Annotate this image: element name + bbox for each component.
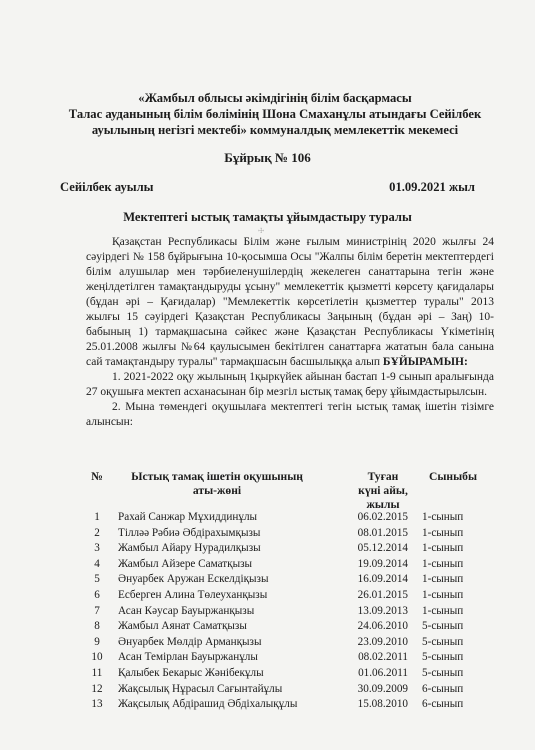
students-table xyxy=(82,468,502,711)
table-row xyxy=(82,542,502,558)
row-number: 3 xyxy=(94,542,100,555)
birth-date: 08.02.2011 xyxy=(358,651,408,664)
row-number: 8 xyxy=(94,620,100,633)
order-keyword: БҰЙЫРАМЫН: xyxy=(382,356,468,368)
paragraph-preamble xyxy=(86,235,494,370)
table-row xyxy=(82,511,502,527)
table-row xyxy=(82,558,502,574)
table-row xyxy=(82,683,502,699)
student-name: Жамбыл Айзере Саматқызы xyxy=(118,557,253,570)
student-name: Әнуарбек Мөлдір Арманқызы xyxy=(118,635,262,648)
birth-date: 15.08.2010 xyxy=(357,698,408,711)
table-row xyxy=(82,605,502,621)
grade: 1-сынып xyxy=(422,588,464,601)
student-name: Тілләә Рәбиә Әбдірахымқызы xyxy=(118,526,261,539)
stamp-mark: ☩ xyxy=(258,227,265,235)
birth-date: 19.09.2014 xyxy=(357,557,408,570)
table-row xyxy=(82,527,502,543)
table-row xyxy=(82,589,502,605)
header-birth-date xyxy=(350,470,416,512)
student-name: Жамбыл Аянат Саматқызы xyxy=(118,620,247,633)
row-number: 5 xyxy=(94,573,100,586)
table-row xyxy=(82,651,502,667)
grade: 1-сынып xyxy=(422,526,464,539)
order-title: Бұйрық № 106 xyxy=(224,150,311,165)
birth-date: 05.12.2014 xyxy=(357,542,408,555)
header-line-3: ауылының негізгі мектебі» коммуналдық мемлекеттік мекемесі xyxy=(91,123,459,137)
header-name-line-2: аты-жөні xyxy=(192,484,242,497)
grade: 5-сынып xyxy=(422,635,464,648)
grade: 6-сынып xyxy=(422,682,464,695)
table-body xyxy=(82,511,502,714)
table-row xyxy=(82,636,502,652)
student-name: Есберген Алина Төлеуханқызы xyxy=(118,588,268,601)
row-number: 12 xyxy=(91,682,103,695)
row-number: 11 xyxy=(91,666,103,679)
student-name: Қалыбек Бекарыс Жәнібекұлы xyxy=(118,666,264,679)
table-row xyxy=(82,620,502,636)
paragraph-item-2: 2. Мына төмендегі оқушылаға мектептегі тегін ыстық тамақ ішетін тізімге алынсын: xyxy=(86,401,494,428)
grade: 6-сынып xyxy=(422,698,464,711)
header-name-line-1: Ыстық тамақ ішетін оқушының xyxy=(131,470,303,483)
header-dob-line-3: жылы xyxy=(366,498,400,511)
student-name: Жақсылық Нұрасыл Сағынтайұлы xyxy=(118,682,283,695)
student-name: Әнуарбек Аружан Ескелдіқызы xyxy=(118,573,269,586)
birth-date: 08.01.2015 xyxy=(357,526,408,539)
table-row xyxy=(82,667,502,683)
birth-date: 30.09.2009 xyxy=(357,682,408,695)
student-name: Жамбыл Айару Нурадилқызы xyxy=(118,542,261,555)
birth-date: 01.06.2011 xyxy=(358,666,408,679)
grade: 5-сынып xyxy=(422,651,464,664)
order-body xyxy=(86,235,494,430)
row-number: 10 xyxy=(91,651,103,664)
table-header xyxy=(82,468,502,513)
row-number: 6 xyxy=(94,588,100,601)
header-dob-line-2: күні айы, xyxy=(358,484,408,497)
table-row xyxy=(82,698,502,714)
header-line-2: Талас ауданының білім бөлімінің Шона Смаханұлы атындағы Сейілбек xyxy=(68,107,482,121)
header-student-name xyxy=(112,470,322,498)
row-number: 7 xyxy=(94,604,100,617)
organization-header xyxy=(40,90,510,138)
birth-date: 23.09.2010 xyxy=(357,635,408,648)
preamble-text: Қазақстан Республикасы Білім және ғылым министрінің 2020 жылғы 24 сәуірдегі № 158 бұйрығына 10-қосымша Осы "Жалпы білім беретін мектептердегі білім алушылар мен тәрбиеленушілердің жекелеген санаттарына тегін және жеңілдетілген тамақтандыруды ұсыну" мемлекеттік қызметті көрсету қағидалары (бұдан әрі – Қағидалар) "Мемлекеттік көрсетілетін қызметтер туралы" 2013 жылғы 15 сәуірдегі Қазақстан Республикасы Заңының (бұдан әрі – Заң) 10-бабының 1) тармақшасына сәйкес және Қазақстан Республикасы Үкіметінің 25.01.2008 жылғы №64 қаулысымен бекітілген санаттарға жататын бала санына сай тамақтандыру туралы" тармақшасын басшылыққа алып xyxy=(86,236,494,368)
grade: 1-сынып xyxy=(422,557,464,570)
header-line-1: «Жамбыл облысы әкімдігінің білім басқармасы xyxy=(138,91,412,105)
header-dob-line-1: Туған xyxy=(367,470,399,483)
header-grade: Сыныбы xyxy=(428,470,477,483)
birth-date: 26.01.2015 xyxy=(357,588,408,601)
grade: 5-сынып xyxy=(422,620,464,633)
paragraph-item-1: 1. 2021-2022 оқу жылының 1қыркүйек айынан бастап 1-9 сынып аралығында 27 оқушыға мектеп асханасынан бір мезгіл ыстық тамақ беру ұйымдастырылсын. xyxy=(86,371,494,398)
student-name: Асан Кәусар Бауыржанқызы xyxy=(118,604,255,617)
student-name: Рахай Санжар Мұхиддинұлы xyxy=(118,511,258,523)
grade: 1-сынып xyxy=(422,542,464,555)
order-date: 01.09.2021 жыл xyxy=(389,180,475,194)
student-name: Асан Темірлан Бауыржанұлы xyxy=(118,651,258,664)
grade: 1-сынып xyxy=(422,573,464,586)
row-number: 4 xyxy=(94,557,100,570)
birth-date: 24.06.2010 xyxy=(357,620,408,633)
birth-date: 06.02.2015 xyxy=(357,511,408,523)
row-number: 1 xyxy=(94,511,100,523)
student-name: Жақсылық Абдірашид Әбдіхалықұлы xyxy=(118,698,298,711)
header-number: № xyxy=(91,470,103,483)
order-subject: Мектептегі ыстық тамақты ұйымдастыру туралы xyxy=(123,210,412,224)
table-row xyxy=(82,573,502,589)
birth-date: 13.09.2013 xyxy=(357,604,408,617)
grade: 1-сынып xyxy=(422,511,464,523)
grade: 1-сынып xyxy=(422,604,464,617)
birth-date: 16.09.2014 xyxy=(357,573,408,586)
place-name: Сейілбек ауылы xyxy=(60,180,154,194)
row-number: 9 xyxy=(94,635,100,648)
row-number: 2 xyxy=(94,526,100,539)
grade: 5-сынып xyxy=(422,666,464,679)
row-number: 13 xyxy=(91,698,103,711)
